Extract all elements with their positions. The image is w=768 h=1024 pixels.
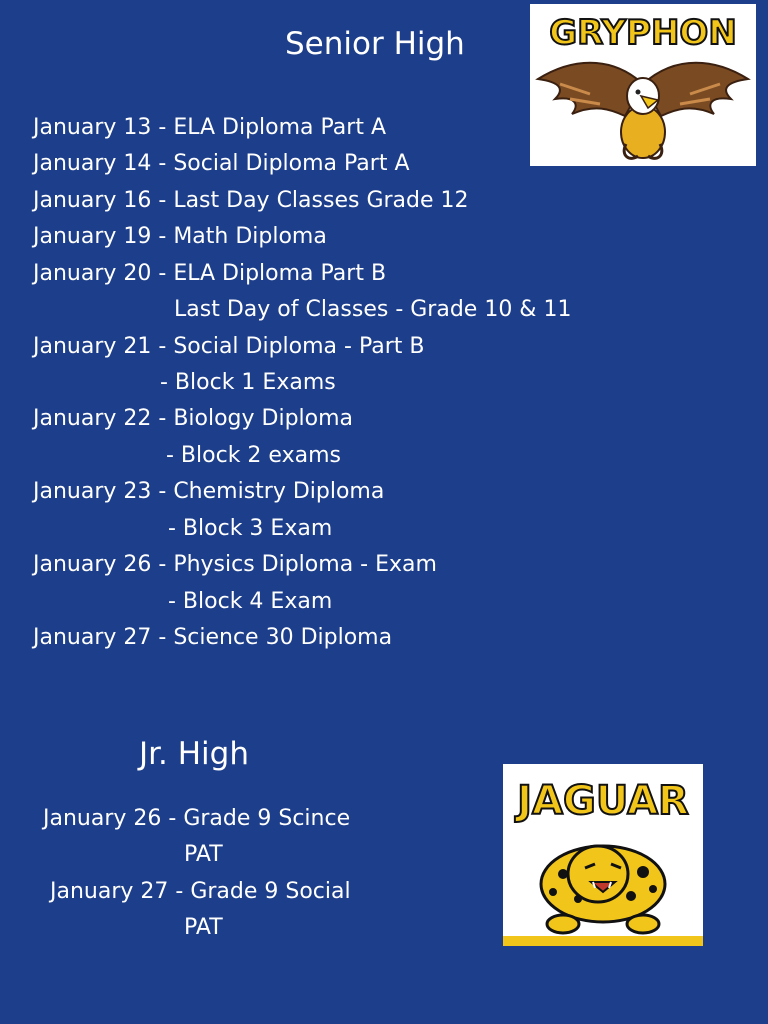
jaguar-logo-text: JAGUAR bbox=[517, 778, 689, 824]
senior-schedule-line: January 19 - Math Diploma bbox=[33, 224, 327, 249]
senior-schedule-line: Last Day of Classes - Grade 10 & 11 bbox=[174, 297, 572, 322]
gryphon-wordmark bbox=[530, 4, 756, 54]
senior-schedule-line: January 23 - Chemistry Diploma bbox=[33, 479, 385, 504]
senior-schedule-line: January 14 - Social Diploma Part A bbox=[33, 151, 410, 176]
senior-schedule-line: January 20 - ELA Diploma Part B bbox=[33, 261, 387, 286]
senior-schedule-line: - Block 3 Exam bbox=[168, 516, 333, 541]
senior-schedule-line: January 22 - Biology Diploma bbox=[33, 406, 354, 431]
senior-schedule-line: January 27 - Science 30 Diploma bbox=[33, 625, 393, 650]
senior-schedule-line: January 16 - Last Day Classes Grade 12 bbox=[33, 188, 469, 213]
senior-high-title: Senior High bbox=[285, 26, 465, 62]
gryphon-logo-text: GRYPHON bbox=[549, 13, 737, 53]
jr-schedule-line: January 26 - Grade 9 Scince bbox=[43, 806, 351, 831]
jaguar-logo bbox=[503, 764, 703, 946]
senior-schedule-line: January 21 - Social Diploma - Part B bbox=[33, 334, 425, 359]
senior-schedule-line: January 26 - Physics Diploma - Exam bbox=[33, 552, 437, 577]
jr-schedule-line: January 27 - Grade 9 Social bbox=[50, 879, 351, 904]
senior-schedule-line: - Block 4 Exam bbox=[168, 589, 333, 614]
jr-schedule-line: PAT bbox=[184, 842, 223, 867]
jaguar-wordmark bbox=[503, 764, 703, 824]
gryphon-logo bbox=[530, 4, 756, 166]
senior-schedule-line: - Block 2 exams bbox=[166, 443, 341, 468]
senior-schedule-line: January 13 - ELA Diploma Part A bbox=[33, 115, 386, 140]
jr-high-title: Jr. High bbox=[139, 736, 249, 772]
senior-schedule-line: - Block 1 Exams bbox=[160, 370, 336, 395]
jr-schedule-line: PAT bbox=[184, 915, 223, 940]
